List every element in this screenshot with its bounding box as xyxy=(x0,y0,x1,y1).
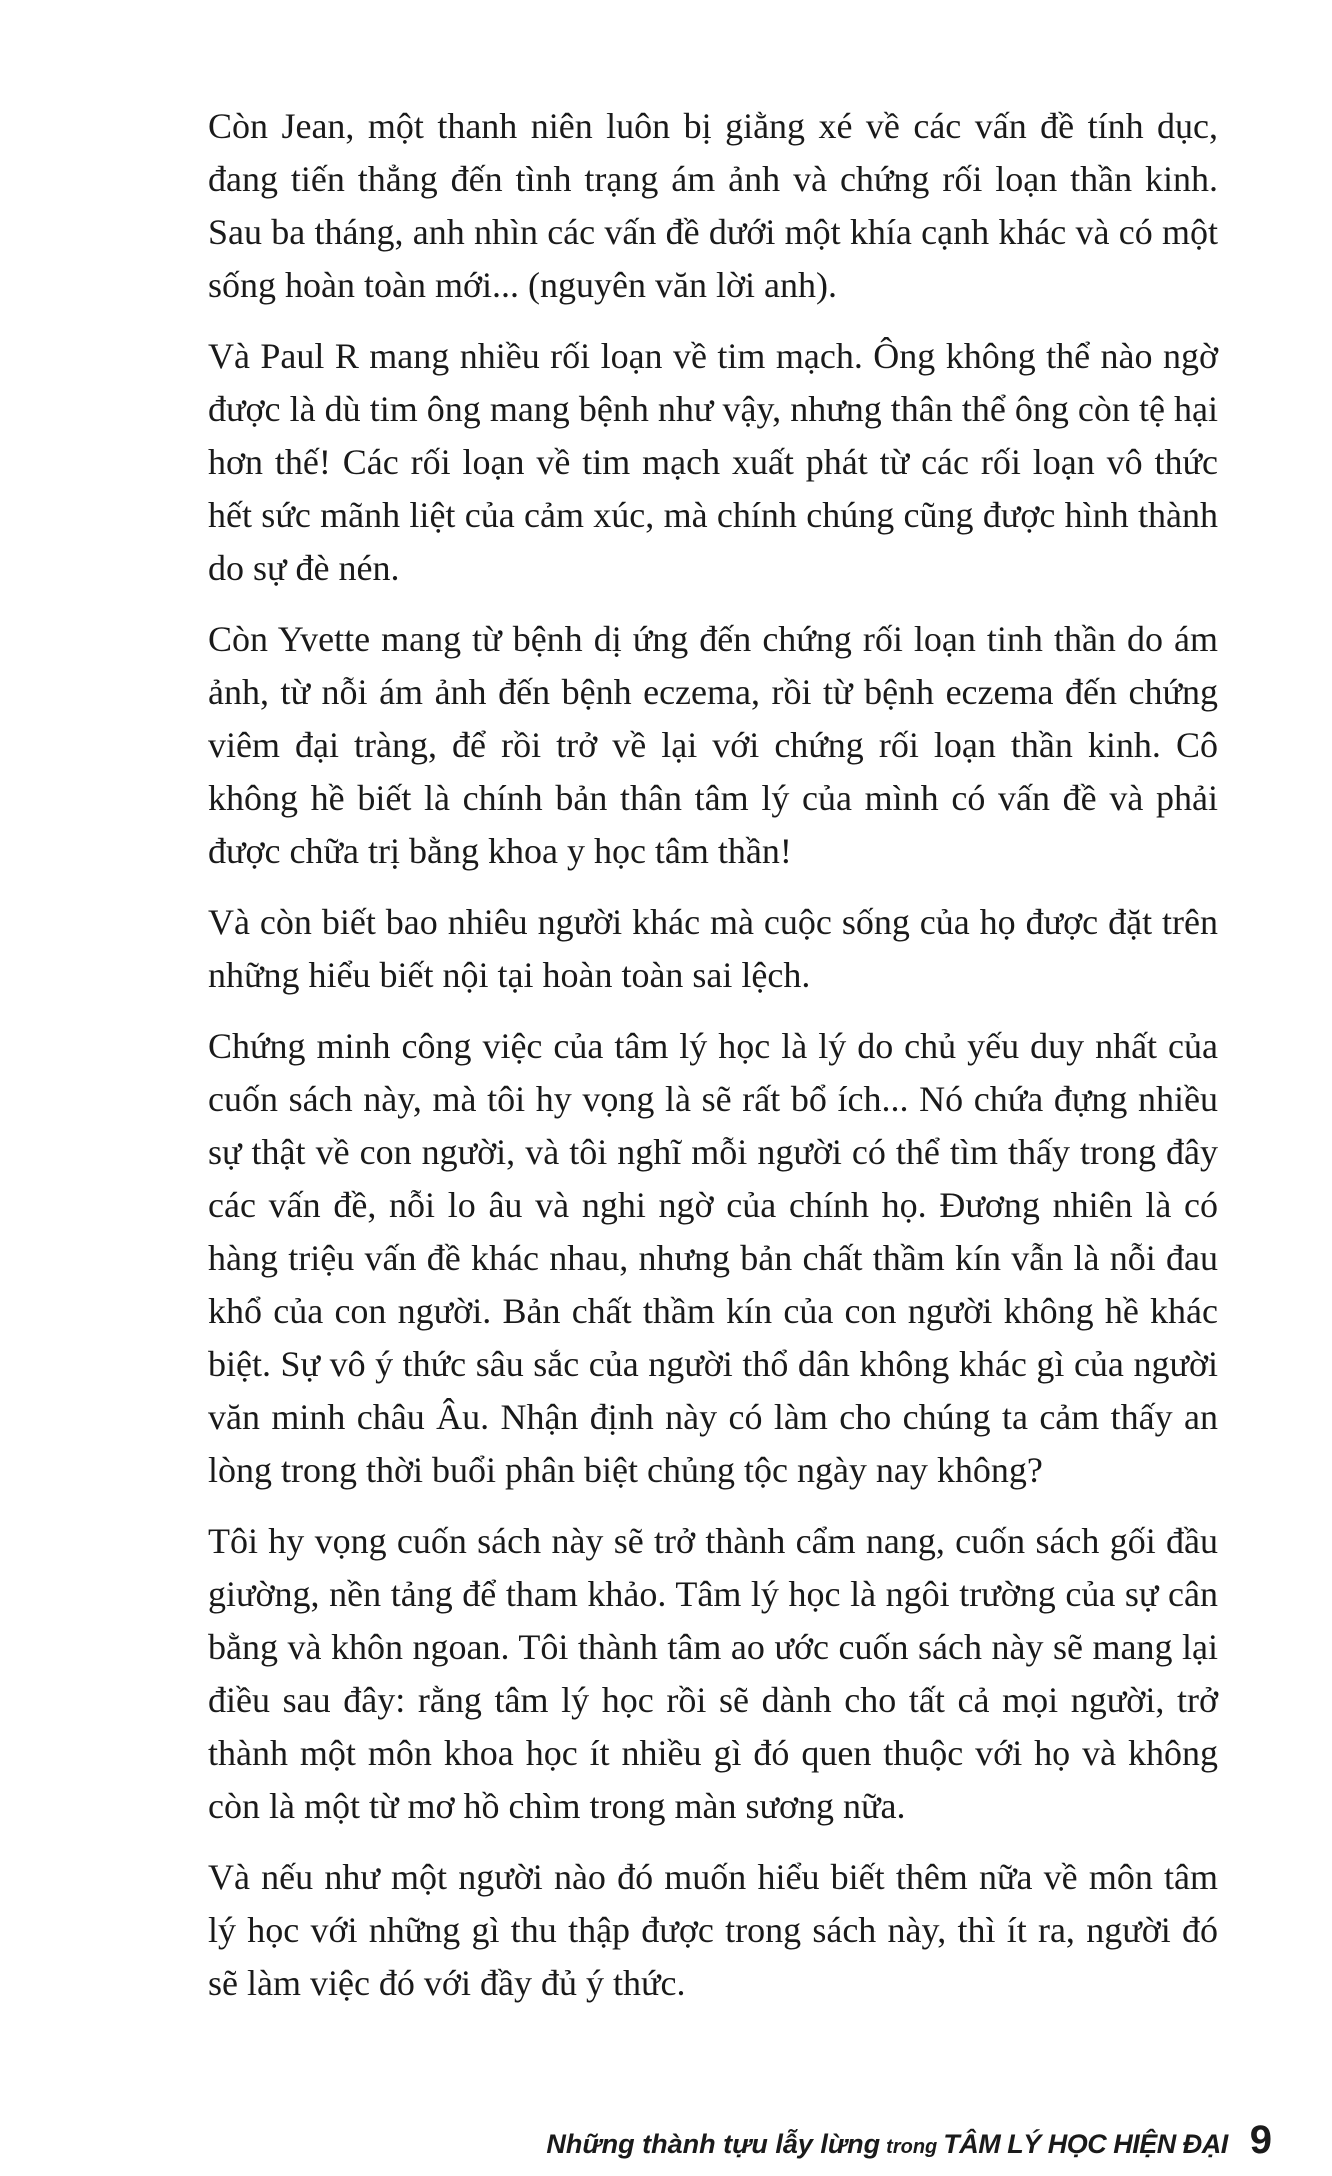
paragraph-jean: Còn Jean, một thanh niên luôn bị giằng xé về các vấn đề tính dục, đang tiến thẳng đến tình trạng ám ảnh và chứng rối loạn thần kinh. Sau ba tháng, anh nhìn các vấn đề dưới một khía cạnh khác và có một sống hoàn toàn mới... (nguyên văn lời anh). xyxy=(208,106,1218,305)
paragraph-hope: Tôi hy vọng cuốn sách này sẽ trở thành cẩm nang, cuốn sách gối đầu giường, nền tảng để tham khảo. Tâm lý học là ngôi trường của sự cân bằng và khôn ngoan. Tôi thành tâm ao ước cuốn sách này sẽ mang lại điều sau đây: rằng tâm lý học rồi sẽ dành cho tất cả mọi người, trở thành một môn khoa học ít nhiều gì đó quen thuộc với họ và không còn là một từ mơ hồ chìm trong màn sương nữa. xyxy=(208,1521,1218,1826)
paragraph-purpose: Chứng minh công việc của tâm lý học là lý do chủ yếu duy nhất của cuốn sách này, mà tôi hy vọng là sẽ rất bổ ích... Nó chứa đựng nhiều sự thật về con người, và tôi nghĩ mỗi người có thể tìm thấy trong đây các vấn đề, nỗi lo âu và nghi ngờ của chính họ. Đương nhiên là có hàng triệu vấn đề khác nhau, nhưng bản chất thầm kín vẫn là nỗi đau khổ của con người. Bản chất thầm kín của con người không hề khác biệt. Sự vô ý thức sâu sắc của người thổ dân không khác gì của người văn minh châu Âu. Nhận định này có làm cho chúng ta cảm thấy an lòng trong thời buổi phân biệt chủng tộc ngày nay không? xyxy=(208,1026,1218,1490)
paragraph-yvette: Còn Yvette mang từ bệnh dị ứng đến chứng rối loạn tinh thần do ám ảnh, từ nỗi ám ảnh đến bệnh eczema, rồi từ bệnh eczema đến chứng viêm đại tràng, để rồi trở về lại với chứng rối loạn thần kinh. Cô không hề biết là chính bản thân tâm lý của mình có vấn đề và phải được chữa trị bằng khoa y học tâm thần! xyxy=(208,619,1218,871)
book-title: TÂM LÝ HỌC HIỆN ĐẠI xyxy=(943,2129,1228,2159)
paragraph-paul: Và Paul R mang nhiều rối loạn về tim mạch. Ông không thể nào ngờ được là dù tim ông mang bệnh như vậy, nhưng thân thể ông còn tệ hại hơn thế! Các rối loạn về tim mạch xuất phát từ các rối loạn vô thức hết sức mãnh liệt của cảm xúc, mà chính chúng cũng được hình thành do sự đè nén. xyxy=(208,336,1218,588)
page-number: 9 xyxy=(1249,2118,1272,2162)
paragraph-closing: Và nếu như một người nào đó muốn hiểu biết thêm nữa về môn tâm lý học với những gì thu thập được trong sách này, thì ít ra, người đó sẽ làm việc đó với đầy đủ ý thức. xyxy=(208,1857,1218,2003)
page-footer xyxy=(546,2118,1272,2168)
body-text xyxy=(208,100,1218,2028)
running-title: Những thành tựu lẫy lừng xyxy=(546,2129,881,2159)
paragraph-others: Và còn biết bao nhiêu người khác mà cuộc sống của họ được đặt trên những hiểu biết nội tại hoàn toàn sai lệch. xyxy=(208,902,1218,995)
running-title-connector: trong xyxy=(886,2136,938,2158)
